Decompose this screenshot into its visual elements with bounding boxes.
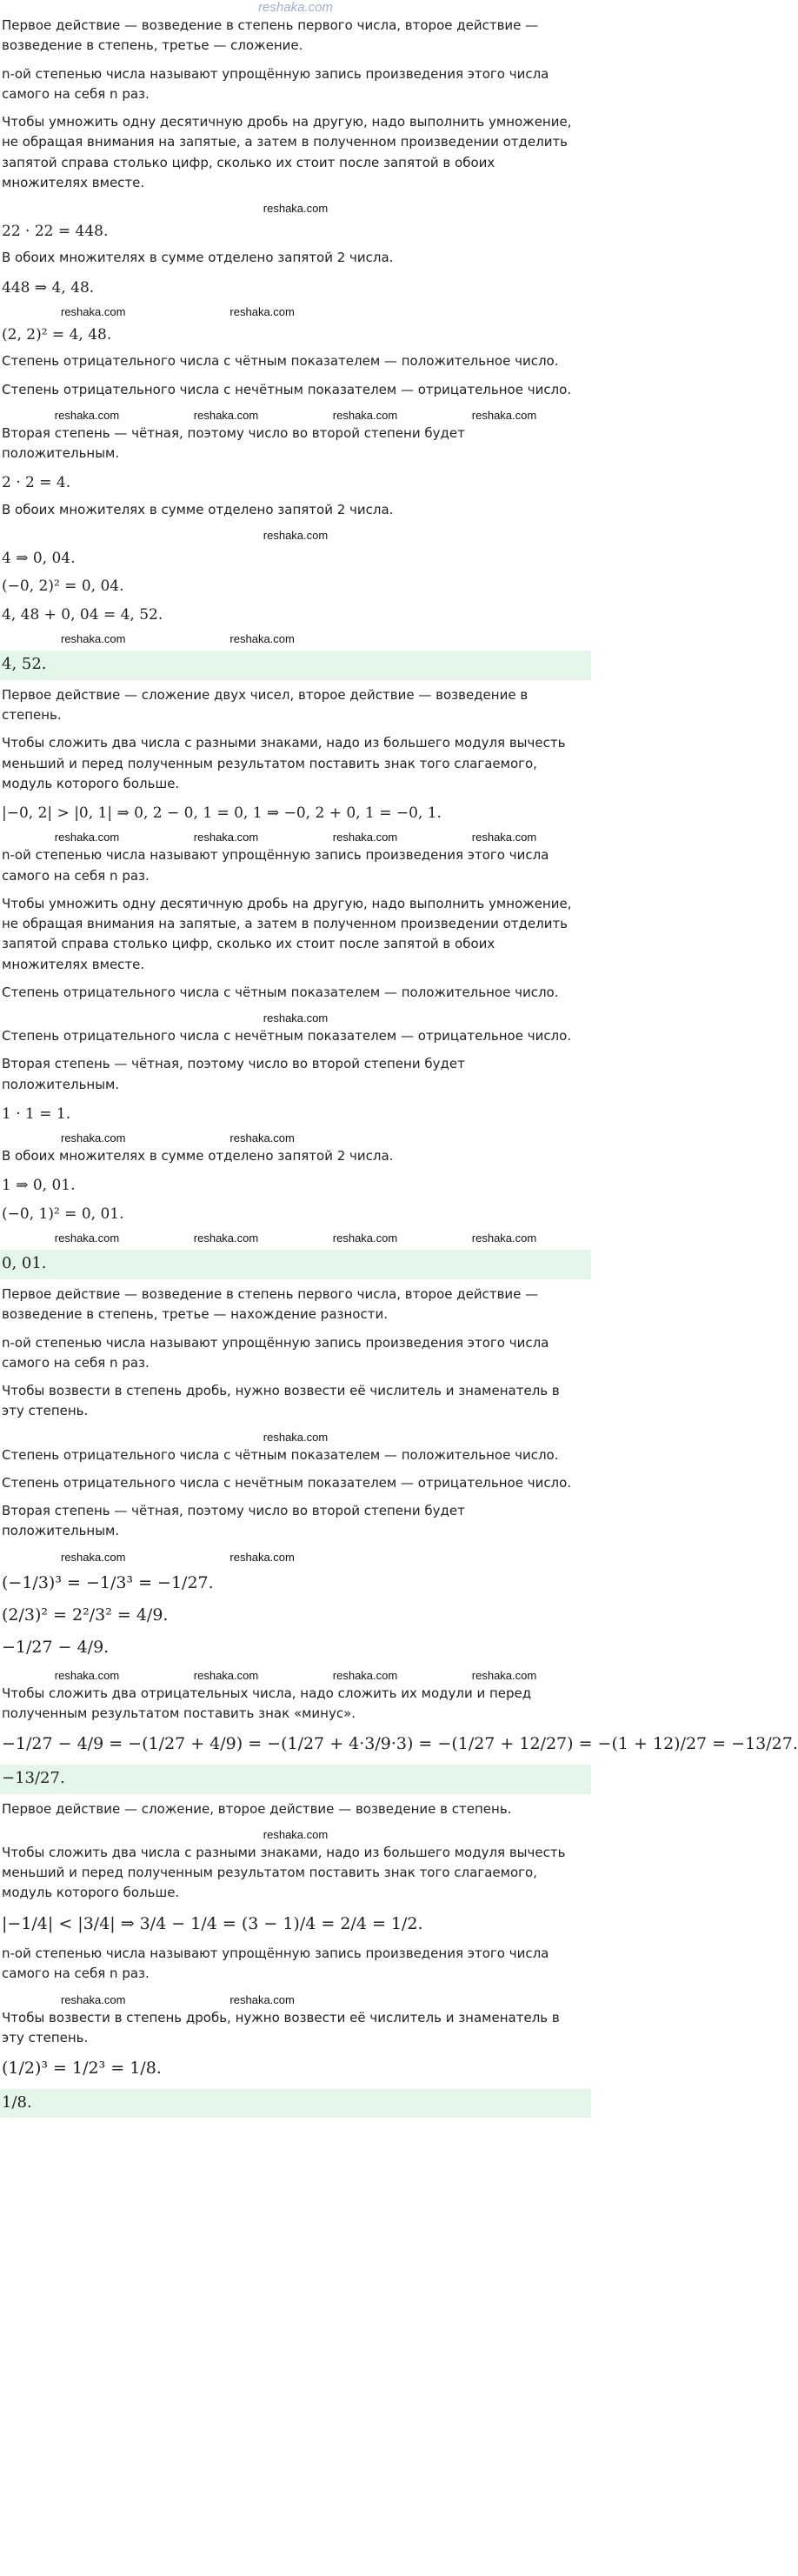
explanation-paragraph: Первое действие — возведение в степень первого числа, второе действие — возведение в степень, третье — нахождение разности. [2, 1286, 539, 1323]
explanation-paragraph: Степень отрицательного числа с чётным показателем — положительное число. [2, 984, 559, 1000]
watermark-row [0, 1011, 591, 1026]
explanation-paragraph: n-ой степенью числа называют упрощённую запись произведения этого числа самого на себя n раз. [2, 1945, 549, 1982]
math-formula: 22 · 22 = 448. [2, 223, 109, 240]
watermark-row [0, 408, 591, 424]
watermark-row [0, 1430, 591, 1445]
watermark-text: reshaka.com [61, 304, 126, 318]
explanation-paragraph: Чтобы возвести в степень дробь, нужно возвести её числитель и знаменатель в эту степень. [2, 1383, 560, 1419]
math-formula: 4, 48 + 0, 04 = 4, 52. [2, 605, 163, 624]
watermark-text: reshaka.com [229, 631, 295, 645]
watermark-row [0, 528, 591, 544]
explanation-paragraph: n-ой степенью числа называют упрощённую запись произведения этого числа самого на себя n раз. [2, 1334, 549, 1371]
watermark-row [0, 1827, 591, 1843]
math-formula: (2/3)² = 2²/3² = 4/9. [2, 1605, 169, 1625]
explanation-paragraph: Первое действие — сложение двух чисел, второе действие — возведение в степень. [2, 686, 529, 724]
watermark-text: reshaka.com [193, 831, 259, 844]
solution-document [0, 16, 798, 2118]
math-formula: 1 · 1 = 1. [2, 1104, 71, 1123]
math-formula: 2 · 2 = 4. [2, 474, 71, 492]
math-formula: (−0, 1)² = 0, 01. [2, 1205, 124, 1223]
watermark-text: reshaka.com [54, 1668, 120, 1682]
watermark-row [0, 830, 591, 845]
watermark-text: reshaka.com [193, 1668, 259, 1682]
watermark-row [0, 1668, 591, 1684]
watermark-text: reshaka.com [263, 1430, 329, 1444]
watermark-text: reshaka.com [193, 408, 259, 422]
explanation-paragraph: n-ой степенью числа называют упрощённую запись произведения этого числа самого на себя n раз. [2, 847, 549, 884]
math-formula: (1/2)³ = 1/2³ = 1/8. [2, 2059, 162, 2079]
answer-block: −13/27. [0, 1765, 591, 1794]
explanation-paragraph: Первое действие — сложение, второе действие — возведение в степень. [2, 1800, 512, 1817]
explanation-paragraph: Степень отрицательного числа с чётным показателем — положительное число. [2, 353, 559, 370]
answer-block: 0, 01. [0, 1250, 591, 1279]
watermark-text: reshaka.com [263, 202, 329, 215]
watermark-text: reshaka.com [54, 831, 120, 844]
watermark-text: reshaka.com [263, 1011, 329, 1025]
explanation-paragraph: Степень отрицательного числа с нечётным показателем — отрицательное число. [2, 1474, 572, 1491]
watermark-text: reshaka.com [263, 1827, 329, 1841]
math-formula: (2, 2)² = 4, 48. [2, 325, 112, 344]
watermark-text: reshaka.com [332, 408, 398, 422]
math-formula: 448 ⇒ 4, 48. [2, 278, 95, 297]
explanation-paragraph: Вторая степень — чётная, поэтому число во второй степени будет положительным. [2, 424, 465, 462]
watermark-text: reshaka.com [229, 1131, 295, 1145]
explanation-paragraph: В обоих множителях в сумме отделено запятой 2 числа. [2, 501, 394, 517]
watermark-text: reshaka.com [471, 1231, 537, 1245]
explanation-paragraph: Чтобы возвести в степень дробь, нужно возвести её числитель и знаменатель в эту степень. [2, 2009, 560, 2045]
math-formula: (−1/3)³ = −1/3³ = −1/27. [2, 1572, 214, 1592]
watermark-text: reshaka.com [332, 1668, 398, 1682]
watermark-text: reshaka.com [229, 304, 295, 318]
math-formula: 1 ⇒ 0, 01. [2, 1177, 76, 1195]
answer-block: 1/8. [0, 2089, 591, 2119]
explanation-paragraph: Степень отрицательного числа с нечётным показателем — отрицательное число. [2, 1028, 572, 1044]
explanation-paragraph: Чтобы сложить два числа с разными знаками, надо из большего модуля вычесть меньший и перед полученным результатом поставить знак того слагаемого, модуль которого больше. [2, 735, 566, 791]
watermark-row [0, 201, 591, 217]
watermark-text: reshaka.com [471, 831, 537, 844]
watermark-row [0, 1992, 591, 2008]
math-formula: −1/27 − 4/9. [2, 1638, 110, 1658]
watermark-row [0, 631, 591, 647]
explanation-paragraph: Степень отрицательного числа с нечётным показателем — отрицательное число. [2, 381, 572, 397]
watermark-text: reshaka.com [193, 1231, 259, 1245]
math-formula: |−1/4| < |3/4| ⇒ 3/4 − 1/4 = (3 − 1)/4 = 2/4 = 1/2. [2, 1913, 423, 1933]
watermark-text: reshaka.com [263, 528, 329, 542]
watermark-row [0, 1550, 591, 1565]
explanation-paragraph: В обоих множителях в сумме отделено запятой 2 числа. [2, 1148, 394, 1165]
math-formula: 4 ⇒ 0, 04. [2, 549, 76, 567]
answer-block: 4, 52. [0, 651, 591, 680]
watermark-text: reshaka.com [61, 631, 126, 645]
explanation-paragraph: В обоих множителях в сумме отделено запятой 2 числа. [2, 250, 394, 266]
explanation-paragraph: Чтобы сложить два отрицательных числа, надо сложить их модули и перед полученным результатом поставить знак «минус». [2, 1685, 532, 1722]
watermark-text: reshaka.com [471, 1668, 537, 1682]
math-formula: |−0, 2| > |0, 1| ⇒ 0, 2 − 0, 1 = 0, 1 ⇒ −0, 2 + 0, 1 = −0, 1. [2, 804, 442, 823]
watermark-text: reshaka.com [54, 1231, 120, 1245]
watermark-row [0, 1231, 591, 1246]
watermark-text: reshaka.com [54, 408, 120, 422]
math-formula: −1/27 − 4/9 = −(1/27 + 4/9) = −(1/27 + 4·3/9·3) = −(1/27 + 12/27) = −(1 + 12)/27 = −13/27. [2, 1734, 798, 1754]
explanation-paragraph: Вторая степень — чётная, поэтому число во второй степени будет положительным. [2, 1503, 465, 1539]
watermark-text: reshaka.com [332, 1231, 398, 1245]
explanation-paragraph: Чтобы умножить одну десятичную дробь на другую, надо выполнить умножение, не обращая внимания на запятые, а затем в полученном произведении отделить запятой справа столько цифр, сколько их стоит после запятой в обоих множителях вместе. [2, 114, 572, 190]
explanation-paragraph: Чтобы сложить два числа с разными знаками, надо из большего модуля вычесть меньший и перед полученным результатом поставить знак того слагаемого, модуль которого больше. [2, 1844, 566, 1901]
explanation-paragraph: Чтобы умножить одну десятичную дробь на другую, надо выполнить умножение, не обращая внимания на запятые, а затем в полученном произведении отделить запятой справа столько цифр, сколько их стоит после запятой в обоих множителях вместе. [2, 895, 572, 972]
watermark-row [0, 304, 591, 320]
explanation-paragraph: Степень отрицательного числа с чётным показателем — положительное число. [2, 1446, 559, 1463]
explanation-paragraph: Вторая степень — чётная, поэтому число во второй степени будет положительным. [2, 1056, 465, 1092]
explanation-paragraph: Первое действие — возведение в степень первого числа, второе действие — возведение в степень, третье — сложение. [2, 17, 539, 54]
explanation-paragraph: n-ой степенью числа называют упрощённую запись произведения этого числа самого на себя n раз. [2, 65, 549, 102]
watermark-row [0, 1131, 591, 1146]
math-formula: (−0, 2)² = 0, 04. [2, 577, 124, 596]
site-logo[interactable]: reshaka.com [258, 0, 333, 15]
watermark-text: reshaka.com [332, 831, 398, 844]
watermark-text: reshaka.com [229, 1550, 295, 1564]
watermark-text: reshaka.com [61, 1131, 126, 1145]
watermark-text: reshaka.com [61, 1992, 126, 2006]
watermark-text: reshaka.com [61, 1550, 126, 1564]
watermark-text: reshaka.com [229, 1992, 295, 2006]
watermark-text: reshaka.com [471, 408, 537, 422]
